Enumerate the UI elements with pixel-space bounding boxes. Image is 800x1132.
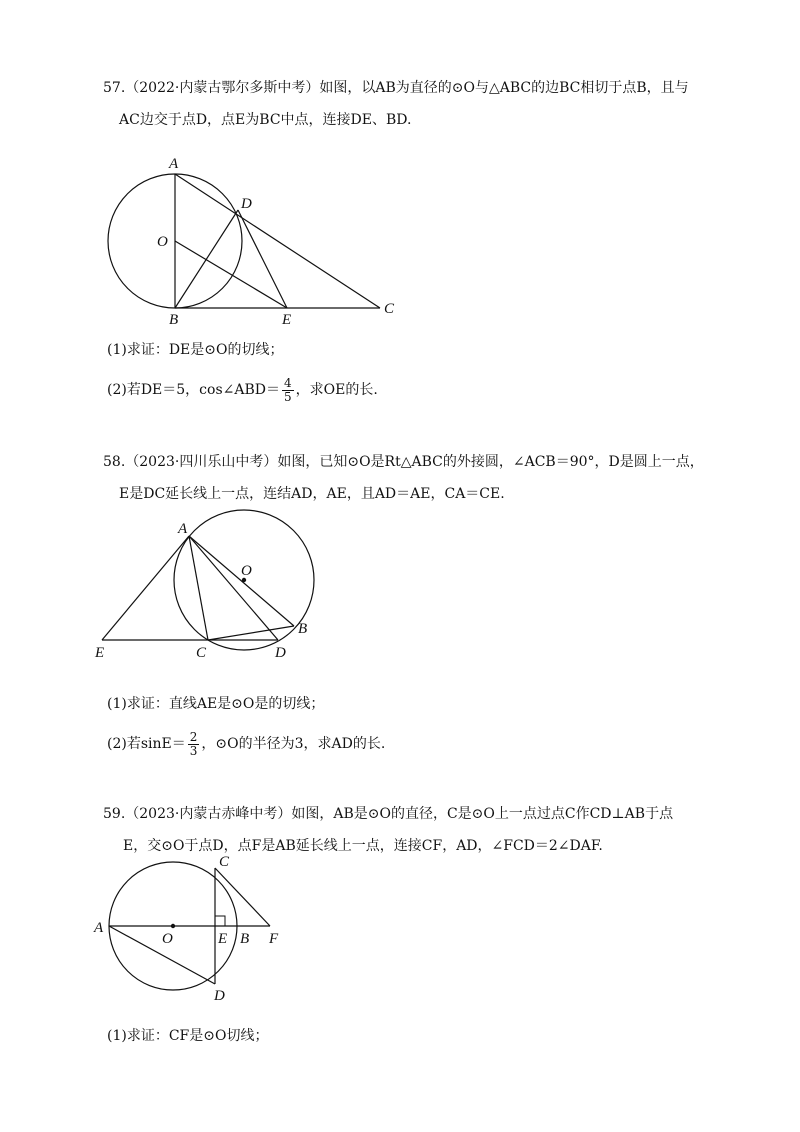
q59-label-f: F xyxy=(269,931,279,947)
q59-label-b: B xyxy=(240,931,250,947)
q59-label-c: C xyxy=(219,854,230,870)
q58-label-d: D xyxy=(275,645,286,661)
q58-part2-fraction-denominator: 3 xyxy=(189,743,198,758)
q58-statement-line2: E是DC延长线上一点，连结AD，AE，且AD＝AE，CA＝CE. xyxy=(119,486,505,502)
q58-part2-text-before: (2)若sinE＝ xyxy=(107,736,186,752)
q59-label-d: D xyxy=(214,988,225,1004)
q59-center-dot xyxy=(171,924,175,928)
q57-statement-line1: 57.（2022·内蒙古鄂尔多斯中考）如图，以AB为直径的⊙O与△ABC的边BC相切于点B，且与 xyxy=(103,80,689,96)
q57-statement-line2: AC边交于点D，点E为BC中点，连接DE、BD. xyxy=(119,112,412,128)
q58-statement-line1: 58.（2023·四川乐山中考）如图，已知⊙O是Rt△ABC的外接圆，∠ACB＝90°，D是圆上一点， xyxy=(103,454,704,470)
q59-statement-line2: E，交⊙O于点D，点F是AB延长线上一点，连接CF，AD，∠FCD＝2∠DAF. xyxy=(123,838,603,854)
q57-part2-fraction-denominator: 5 xyxy=(284,389,292,404)
q59-label-a: A xyxy=(94,920,104,936)
q59-segment-cf xyxy=(215,868,270,926)
q59-statement-line1: 59.（2023·内蒙古赤峰中考）如图，AB是⊙O的直径，C是⊙O上一点过点C作CD⊥AB于点 xyxy=(103,806,674,822)
q58-label-o: O xyxy=(241,563,252,579)
q58-part2-text-after: ，⊙O的半径为3，求AD的长. xyxy=(201,736,386,752)
q59-label-e: E xyxy=(218,931,228,947)
q58-label-e: E xyxy=(95,645,105,661)
q57-label-d: D xyxy=(241,196,252,212)
q58-label-a: A xyxy=(178,521,188,537)
q57-part2-fraction-numerator: 4 xyxy=(284,375,292,390)
q57-part2-text-before: (2)若DE＝5，cos∠ABD＝ xyxy=(107,382,280,398)
q57-part1: (1)求证：DE是⊙O的切线； xyxy=(107,342,284,358)
q57-label-o: O xyxy=(157,234,168,250)
q59-part1: (1)求证：CF是⊙O切线； xyxy=(107,1028,269,1044)
q59-right-angle-mark xyxy=(215,916,225,926)
q58-part1: (1)求证：直线AE是⊙O是的切线； xyxy=(107,696,325,712)
q57-label-a: A xyxy=(169,156,179,172)
q58-label-b: B xyxy=(298,621,308,637)
q57-label-b: B xyxy=(169,312,179,328)
q57-part2-text-after: ，求OE的长. xyxy=(295,382,378,398)
q58-label-c: C xyxy=(196,645,207,661)
q57-label-c: C xyxy=(384,301,395,317)
q58-part2-fraction-numerator: 2 xyxy=(189,729,198,744)
q59-label-o: O xyxy=(162,931,173,947)
q57-label-e: E xyxy=(282,312,292,328)
